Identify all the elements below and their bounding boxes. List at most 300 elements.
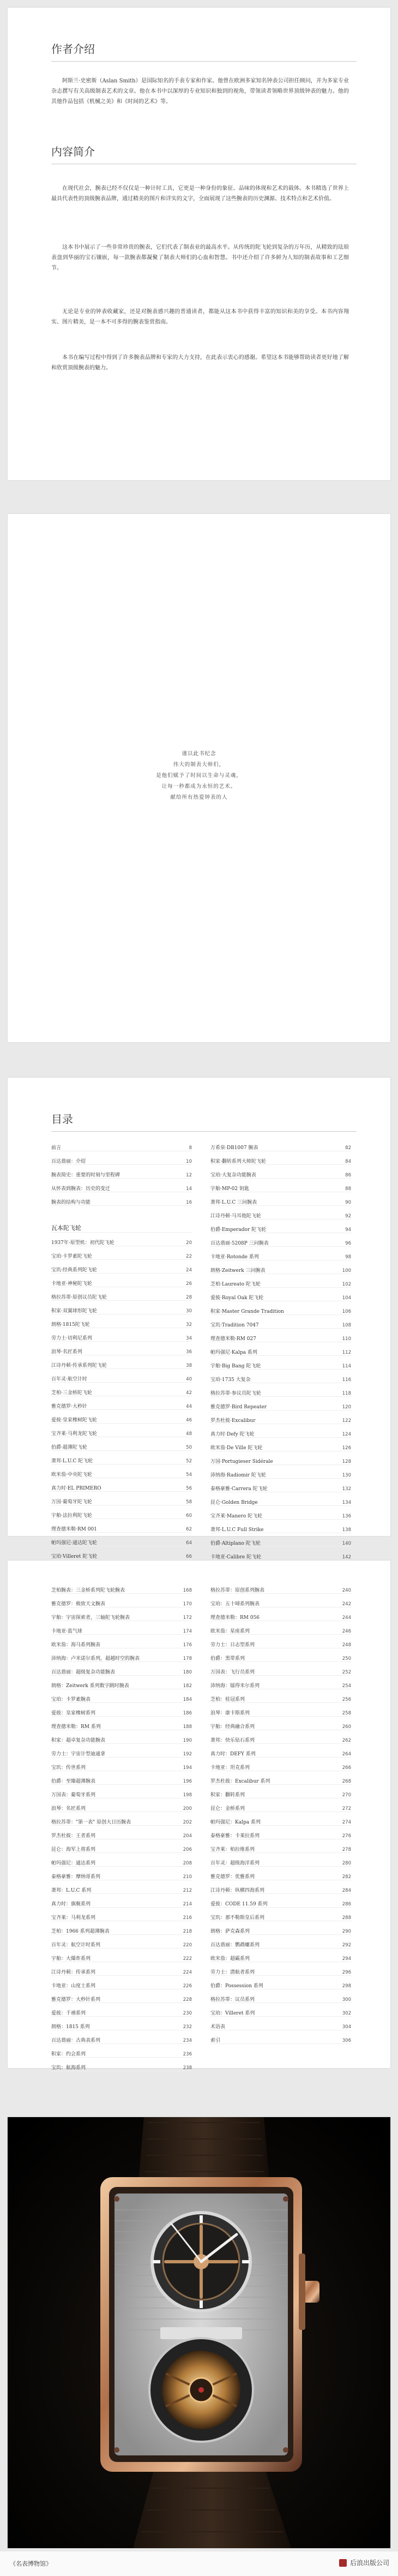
- toc-entry[interactable]: [51, 1424, 192, 1437]
- toc-entry[interactable]: [210, 1138, 351, 1151]
- toc-entry-page: 22: [186, 1254, 192, 1259]
- toc-entry-title: 百年灵·航空计时: [51, 1377, 87, 1382]
- toc-entry-title: 宝玑：传世系列: [51, 1765, 86, 1771]
- toc-entry-page: 198: [183, 1792, 192, 1798]
- toc-entry-page: 170: [183, 1601, 192, 1607]
- toc-entry[interactable]: [51, 1989, 192, 2003]
- toc-entry-page: 208: [183, 1861, 192, 1866]
- toc-entry-title: 宝玑·Tradition 7047: [210, 1323, 259, 1328]
- toc-entry-title: 理查德米勒·RM 027: [210, 1336, 256, 1342]
- toc-entry-page: 250: [342, 1656, 351, 1661]
- toc-entry[interactable]: [51, 1703, 192, 1717]
- toc-entry[interactable]: [210, 1383, 351, 1397]
- toc-entry[interactable]: [51, 1826, 192, 1839]
- toc-entry[interactable]: [51, 1935, 192, 1949]
- toc-entry[interactable]: [210, 1151, 351, 1165]
- toc-entry[interactable]: [51, 2044, 192, 2058]
- dedication-line: 伟大的制表大师们，: [173, 762, 225, 768]
- toc-entry[interactable]: [210, 1703, 351, 1717]
- toc-entry-page: 288: [342, 1915, 351, 1921]
- toc-entry-page: 140: [342, 1541, 351, 1546]
- toc-entry[interactable]: [51, 2030, 192, 2044]
- toc-entry[interactable]: [210, 1935, 351, 1949]
- toc-entry-page: 264: [342, 1752, 351, 1757]
- toc-entry-title: 伯爵·Altiplano 陀飞轮: [210, 1541, 261, 1546]
- toc-entry[interactable]: [210, 1676, 351, 1689]
- toc-entry[interactable]: [210, 1206, 351, 1220]
- toc-entry[interactable]: [51, 1580, 192, 1594]
- toc-section-heading[interactable]: [51, 1219, 192, 1233]
- toc-entry[interactable]: [210, 1798, 351, 1812]
- toc-entry-title: 格拉苏蒂：议员系列: [210, 1997, 255, 2003]
- toc-entry[interactable]: [51, 1976, 192, 1989]
- toc-entry-page: 192: [183, 1752, 192, 1757]
- toc-entry[interactable]: [210, 1179, 351, 1192]
- toc-entry-page: 210: [183, 1874, 192, 1880]
- toc-entry[interactable]: [210, 1315, 351, 1329]
- toc-entry[interactable]: [51, 1233, 192, 1246]
- toc-entry[interactable]: [51, 1758, 192, 1771]
- toc-entry-title: 劳力士：宇宙计型迪通拿: [51, 1752, 106, 1757]
- toc-entry-title: 雅克德罗·大秒针: [51, 1404, 87, 1409]
- toc-entry[interactable]: [210, 1492, 351, 1506]
- intro-paragraph-1: 在现代社会，腕表已经不仅仅是一种计时工具，它更是一种身份的象征、品味的体现和艺术的载体。本书精选了世界上最具代表性的顶级腕表品牌，通过精美的图片和详实的文字，全面展现了这些腕表的历史渊源、技术特点和艺术价值。: [51, 186, 349, 202]
- toc-entry-title: 罗杰杜彼：王者系列: [51, 1833, 96, 1839]
- toc-entry-title: 腕表的结构与功能: [51, 1200, 91, 1205]
- toc-entry-page: 142: [342, 1555, 351, 1560]
- toc-entry-page: 304: [342, 2024, 351, 2030]
- toc-entry[interactable]: [210, 1506, 351, 1520]
- toc-entry[interactable]: [210, 1520, 351, 1533]
- toc-entry[interactable]: [51, 1962, 192, 1976]
- toc-entry-page: 196: [183, 1779, 192, 1784]
- toc-entry[interactable]: [210, 1962, 351, 1976]
- toc-entry[interactable]: [51, 1621, 192, 1635]
- toc-entry[interactable]: [51, 1192, 192, 1206]
- toc-entry[interactable]: [210, 1689, 351, 1703]
- toc-entry-page: 244: [342, 1615, 351, 1621]
- toc-entry-page: 178: [183, 1656, 192, 1661]
- toc-entry[interactable]: [51, 1607, 192, 1621]
- toc-entry-title: 宝齐莱·Manero 陀飞轮: [210, 1514, 263, 1519]
- toc-entry-page: 36: [186, 1349, 192, 1355]
- toc-entry-page: 42: [186, 1390, 192, 1396]
- toc-entry[interactable]: [210, 1424, 351, 1438]
- toc-entry[interactable]: [51, 1880, 192, 1894]
- toc-entry-page: 50: [186, 1445, 192, 1450]
- toc-entry-title: 爱彼：皇家橡树系列: [51, 1711, 96, 1716]
- toc-entry[interactable]: [51, 1648, 192, 1662]
- toc-entry[interactable]: [51, 1894, 192, 1908]
- toc-entry[interactable]: [210, 1356, 351, 1370]
- toc-entry-page: 20: [186, 1240, 192, 1246]
- toc-entry-title: 万国表：葡萄牙系列: [51, 1792, 96, 1798]
- toc-entry[interactable]: [210, 1730, 351, 1744]
- page-dedication: [8, 514, 390, 1042]
- toc-entry[interactable]: [51, 1771, 192, 1785]
- toc-entry[interactable]: [51, 1689, 192, 1703]
- toc-entry[interactable]: [51, 1369, 192, 1383]
- toc-entry-title: 宇舶·法拉利陀飞轮: [51, 1513, 92, 1519]
- toc-entry[interactable]: [51, 1246, 192, 1260]
- toc-entry-title: 爱彼·Royal Oak 陀飞轮: [210, 1295, 264, 1301]
- toc-entry-title: 从怀表到腕表：历史的变迁: [51, 1186, 111, 1192]
- toc-entry-page: 172: [183, 1615, 192, 1621]
- toc-entry-title: 卡地亚：坦克系列: [210, 1765, 250, 1771]
- toc-entry-page: 246: [342, 1629, 351, 1634]
- toc-entry-page: 204: [183, 1833, 192, 1839]
- toc-entry[interactable]: [51, 1662, 192, 1676]
- toc-entry[interactable]: [51, 1165, 192, 1179]
- toc-entry[interactable]: [210, 1547, 351, 1561]
- toc-entry[interactable]: [210, 1853, 351, 1867]
- toc-entry[interactable]: [210, 1342, 351, 1356]
- toc-entry-title: 欧米茄：超霸系列: [210, 1956, 250, 1962]
- toc-entry[interactable]: [210, 1921, 351, 1935]
- toc-entry[interactable]: [51, 1908, 192, 1921]
- toc-entry[interactable]: [51, 1451, 192, 1465]
- toc-entry[interactable]: [51, 1314, 192, 1328]
- toc-entry-title: 芝柏：桂冠系列: [210, 1697, 245, 1702]
- toc-entry-page: 114: [342, 1364, 351, 1369]
- toc-entry-title: 雅克德罗：极致天文腕表: [51, 1601, 106, 1607]
- toc-entry[interactable]: [51, 1342, 192, 1355]
- toc-entry[interactable]: [210, 1410, 351, 1424]
- toc-entry[interactable]: [210, 1465, 351, 1479]
- watch-photo: [8, 2117, 390, 2548]
- toc-entry[interactable]: [51, 1274, 192, 1287]
- toc-entry[interactable]: [51, 1260, 192, 1274]
- toc-entry[interactable]: [210, 1635, 351, 1648]
- toc-entry-title: 伯爵：黑带系列: [210, 1656, 245, 1661]
- toc-entry-page: 100: [342, 1268, 351, 1274]
- toc-entry-title: 百达翡丽·5208P 三问腕表: [210, 1241, 269, 1246]
- toc-entry-title: 芝柏·Laureato 陀飞轮: [210, 1282, 261, 1287]
- toc-entry[interactable]: [51, 1717, 192, 1730]
- toc-entry[interactable]: [210, 1758, 351, 1771]
- toc-entry-page: 8: [189, 1145, 192, 1151]
- toc-entry[interactable]: [51, 1533, 192, 1546]
- toc-entry-title: 雅克德罗：大秒针系列: [51, 1997, 101, 2003]
- toc-entry[interactable]: [210, 1839, 351, 1853]
- toc-entry[interactable]: [210, 1329, 351, 1342]
- toc-entry-title: 江诗丹顿：传承系列: [51, 1970, 96, 1975]
- toc-entry[interactable]: [210, 1867, 351, 1880]
- toc-entry-page: 256: [342, 1697, 351, 1702]
- toc-entry-title: 爱彼：CODE 11.59 系列: [210, 1902, 268, 1907]
- toc-entry-title: 雅克德罗：优雅系列: [210, 1874, 255, 1880]
- toc-entry-page: 200: [183, 1806, 192, 1812]
- toc-entry-title: 理查德米勒：RM 系列: [51, 1724, 101, 1730]
- toc-entry-page: 218: [183, 1929, 192, 1934]
- toc-entry-title: 真力时：DEFY 系列: [210, 1752, 256, 1757]
- toc-entry[interactable]: [51, 1635, 192, 1648]
- author-paragraph: 阿斯兰·史密斯（Aslan Smith）是国际知名的手表专家和作家。他曾在欧洲多家知名钟表公司担任顾问，并为多家专业杂志撰写有关高级制表艺术的文章。他在本书中以深厚的专业知识和独到的视角，带领读者领略世界顶级钟表的魅力。他的其他作品包括《机械之美》和《时间的艺术》等。: [51, 78, 349, 105]
- toc-entry-page: 66: [186, 1554, 192, 1559]
- toc-entry[interactable]: [210, 1220, 351, 1233]
- toc-entry[interactable]: [51, 1744, 192, 1758]
- toc-entry[interactable]: [210, 1744, 351, 1758]
- toc-entry-page: 136: [342, 1514, 351, 1519]
- toc-entry[interactable]: [51, 1785, 192, 1798]
- toc-entry-title: 腕表简史：重要的时刻与里程碑: [51, 1173, 120, 1178]
- toc2-right-column: [210, 1580, 351, 2044]
- toc-entry-title: 昆仑：金桥系列: [210, 1806, 245, 1812]
- toc-entry[interactable]: [51, 1676, 192, 1689]
- toc-entry-page: 300: [342, 1997, 351, 2003]
- toc-entry-title: 卡地亚·Rotonde 系列: [210, 1254, 259, 1260]
- toc-entry[interactable]: [51, 1867, 192, 1880]
- toc-entry[interactable]: [51, 1287, 192, 1301]
- book-title: 《名表博物馆》: [10, 2560, 52, 2567]
- toc-entry-page: 176: [183, 1642, 192, 1648]
- toc-entry-page: 306: [342, 2038, 351, 2043]
- toc-entry-page: 262: [342, 1738, 351, 1743]
- toc-entry-title: 沛纳海·Radiomir 陀飞轮: [210, 1473, 266, 1478]
- toc-entry-title: 帕玛强尼·Kalpa 系列: [210, 1350, 257, 1355]
- toc-entry-title: 积家：超卓复杂功能腕表: [51, 1738, 106, 1743]
- toc-entry-page: 90: [345, 1200, 351, 1205]
- toc-entry-title: 宝珀：Villeret 系列: [210, 2011, 255, 2016]
- toc-entry-title: 卡地亚：山度士系列: [51, 1983, 96, 1989]
- strap-bottom: [133, 2466, 291, 2548]
- toc-entry-page: 248: [342, 1642, 351, 1648]
- toc-entry[interactable]: [210, 1533, 351, 1547]
- strap-top: [138, 2117, 269, 2183]
- toc-entry-title: 昆仑：海军上将系列: [51, 1847, 96, 1852]
- toc-entry[interactable]: [51, 1138, 192, 1151]
- toc-entry-page: 56: [186, 1486, 192, 1491]
- toc-entry-title: 积家：约会系列: [51, 2052, 86, 2057]
- toc-entry-page: 258: [342, 1711, 351, 1716]
- toc-entry-title: 瓦本陀飞轮: [51, 1224, 81, 1232]
- toc-entry[interactable]: [51, 2003, 192, 2017]
- toc-entry-page: 202: [183, 1820, 192, 1825]
- toc-entry[interactable]: [51, 1396, 192, 1410]
- toc-entry-page: 260: [342, 1724, 351, 1730]
- jewel: [198, 2387, 204, 2393]
- toc-entry-title: 沛纳海：卢米诺尔系列，超越时空的腕表: [51, 1656, 140, 1661]
- toc-entry[interactable]: [51, 1465, 192, 1478]
- toc-entry[interactable]: [210, 1607, 351, 1621]
- toc-entry-title: 沛纳海：镭得米尔系列: [210, 1683, 260, 1689]
- toc-entry[interactable]: [210, 1894, 351, 1908]
- toc-entry-page: 252: [342, 1670, 351, 1675]
- toc-entry-page: 124: [342, 1432, 351, 1437]
- toc-entry-title: 宝玑：航海系列: [51, 2065, 86, 2071]
- toc-entry-page: 120: [342, 1404, 351, 1410]
- toc-entry[interactable]: [51, 1437, 192, 1451]
- toc-entry[interactable]: [210, 1771, 351, 1785]
- toc-entry-page: 182: [183, 1683, 192, 1689]
- toc-entry-page: 82: [345, 1145, 351, 1151]
- toc-entry-title: 百达翡丽：古典表系列: [51, 2038, 101, 2043]
- toc-entry[interactable]: [210, 1192, 351, 1206]
- toc-entry[interactable]: [51, 1921, 192, 1935]
- toc-entry-title: 劳力士·切利尼系列: [51, 1336, 92, 1341]
- toc-entry[interactable]: [210, 1812, 351, 1826]
- toc-entry[interactable]: [51, 1519, 192, 1533]
- toc-entry-title: 雅克德罗·Bird Repeater: [210, 1404, 267, 1410]
- toc-entry-page: 286: [342, 1902, 351, 1907]
- toc-entry-page: 242: [342, 1601, 351, 1607]
- toc-entry[interactable]: [210, 1989, 351, 2003]
- toc-entry[interactable]: [210, 1880, 351, 1894]
- toc-entry-title: 索引: [210, 2038, 221, 2043]
- toc-entry[interactable]: [210, 1648, 351, 1662]
- toc-entry-page: 282: [342, 1874, 351, 1880]
- toc-entry-title: 萧邦·L.U.C 三问腕表: [210, 1200, 257, 1205]
- toc-entry-page: 298: [342, 1983, 351, 1989]
- toc-entry-page: 186: [183, 1711, 192, 1716]
- toc-entry[interactable]: [210, 1451, 351, 1465]
- intro-paragraph-2: 这本书中展示了一些非常珍贵的腕表，它们代表了制表业的最高水平。从传统的陀飞轮到复杂的万年历，从精致的珐琅表盘到华丽的宝石镶嵌，每一款腕表都凝聚了制表大师们的心血和智慧。书中还介绍了许多鲜为人知的制表故事和工艺细节。: [51, 244, 349, 271]
- toc-entry[interactable]: [51, 2058, 192, 2071]
- toc-entry-page: 174: [183, 1629, 192, 1634]
- toc-entry-title: 宝珀·1735 大复杂: [210, 1377, 251, 1383]
- toc-entry[interactable]: [51, 1478, 192, 1492]
- toc-entry[interactable]: [51, 1839, 192, 1853]
- toc-entry[interactable]: [210, 1370, 351, 1383]
- toc-entry-title: 伯爵·超薄陀飞轮: [51, 1445, 87, 1450]
- toc-entry-page: 254: [342, 1683, 351, 1689]
- toc-entry-page: 92: [345, 1214, 351, 1219]
- toc-entry-title: 宝玑：那不勒斯皇后系列: [210, 1915, 265, 1921]
- toc-entry-page: 60: [186, 1513, 192, 1519]
- toc-entry[interactable]: [51, 1546, 192, 1560]
- toc-entry-title: 百年灵：航空计时系列: [51, 1943, 101, 1948]
- toc-entry[interactable]: [51, 1730, 192, 1744]
- toc-entry-title: 万国表：飞行员系列: [210, 1670, 255, 1675]
- toc-entry-page: 188: [183, 1724, 192, 1730]
- toc-entry-page: 16: [186, 1200, 192, 1205]
- toc-entry[interactable]: [210, 1274, 351, 1288]
- toc-entry[interactable]: [51, 1594, 192, 1607]
- toc-entry[interactable]: [210, 1288, 351, 1301]
- publisher-seal-icon: [339, 2559, 347, 2567]
- toc-entry[interactable]: [210, 2003, 351, 2017]
- toc-entry-title: 欧米茄：星座系列: [210, 1629, 250, 1634]
- dedication-line: 让每一秒都成为永恒的艺术。: [161, 784, 237, 790]
- toc-entry[interactable]: [210, 1662, 351, 1676]
- toc-entry-page: 226: [183, 1983, 192, 1989]
- toc-entry[interactable]: [210, 1438, 351, 1451]
- toc-entry[interactable]: [210, 1580, 351, 1594]
- toc-entry-page: 34: [186, 1336, 192, 1341]
- toc-entry[interactable]: [210, 1165, 351, 1179]
- toc-entry-title: 万国·葡萄牙陀飞轮: [51, 1499, 92, 1505]
- toc-entry[interactable]: [210, 1717, 351, 1730]
- author-title: 作者介绍: [51, 43, 95, 56]
- toc-entry[interactable]: [210, 1260, 351, 1274]
- publisher-name: 后浪出版公司: [349, 2559, 389, 2567]
- page-toc: [8, 1078, 390, 1560]
- toc-entry[interactable]: [51, 1301, 192, 1314]
- toc-entry[interactable]: [51, 1179, 192, 1192]
- toc2-left-column: [51, 1580, 192, 2071]
- toc-entry[interactable]: [51, 1492, 192, 1505]
- toc-entry-title: 欧米茄：海马系列腕表: [51, 1642, 101, 1648]
- toc-entry-title: 泰格豪雅：卡莱拉系列: [210, 1833, 260, 1839]
- toc-entry[interactable]: [51, 1853, 192, 1867]
- toc-entry-page: 132: [342, 1486, 351, 1492]
- toc-entry[interactable]: [210, 1301, 351, 1315]
- toc-entry[interactable]: [210, 2030, 351, 2044]
- toc-entry-page: 98: [345, 1254, 351, 1260]
- toc-entry[interactable]: [210, 1785, 351, 1798]
- toc-entry[interactable]: [210, 1621, 351, 1635]
- toc-entry[interactable]: [51, 1383, 192, 1396]
- toc-entry-title: 芝柏·三金桥陀飞轮: [51, 1390, 92, 1396]
- toc-entry-page: 122: [342, 1418, 351, 1424]
- toc-entry[interactable]: [210, 1247, 351, 1260]
- toc-entry[interactable]: [210, 1233, 351, 1247]
- toc-entry-page: 32: [186, 1322, 192, 1328]
- toc-entry[interactable]: [210, 1976, 351, 1989]
- toc-entry-title: 积家：翻转系列: [210, 1792, 245, 1798]
- toc-entry[interactable]: [210, 1826, 351, 1839]
- toc-entry-title: 术语表: [210, 2024, 226, 2030]
- toc-entry-page: 118: [342, 1391, 351, 1396]
- toc-entry-page: 12: [186, 1173, 192, 1178]
- toc-entry-page: 228: [183, 1997, 192, 2003]
- toc-entry[interactable]: [210, 1479, 351, 1492]
- toc-entry-title: 朗格：1815 系列: [51, 2024, 90, 2030]
- toc-entry-page: 28: [186, 1295, 192, 1300]
- toc-entry-title: 百达翡丽：介绍: [51, 1159, 86, 1164]
- toc-entry-title: 积家·翻转系列大师陀飞轮: [210, 1159, 266, 1164]
- toc-entry[interactable]: [210, 1397, 351, 1410]
- toc-entry[interactable]: [51, 1355, 192, 1369]
- toc-entry-page: 112: [342, 1350, 351, 1355]
- toc-entry-title: 萧邦：快乐钻石系列: [210, 1738, 255, 1743]
- toc-entry-title: 浪琴：康卡斯系列: [210, 1711, 250, 1716]
- toc-entry[interactable]: [210, 1908, 351, 1921]
- toc-entry-title: 芝柏腕表：三金桥系列陀飞轮腕表: [51, 1588, 125, 1593]
- toc-entry[interactable]: [51, 2017, 192, 2030]
- toc-entry[interactable]: [51, 1812, 192, 1826]
- toc-entry-title: 欧米茄·De Ville 陀飞轮: [210, 1445, 263, 1451]
- toc-entry[interactable]: [51, 1410, 192, 1424]
- toc-entry-page: 280: [342, 1861, 351, 1866]
- toc-entry-page: 40: [186, 1377, 192, 1382]
- toc-entry[interactable]: [51, 1505, 192, 1519]
- toc-entry-page: 106: [342, 1309, 351, 1314]
- toc-entry-page: 14: [186, 1186, 192, 1192]
- toc-entry[interactable]: [51, 1151, 192, 1165]
- toc-entry-page: 46: [186, 1418, 192, 1423]
- toc-entry[interactable]: [51, 1328, 192, 1342]
- toc-rule: [51, 1131, 357, 1132]
- toc-entry[interactable]: [51, 1798, 192, 1812]
- toc-entry-page: 110: [342, 1336, 351, 1342]
- toc-entry[interactable]: [51, 1949, 192, 1962]
- toc-entry-page: 130: [342, 1473, 351, 1478]
- toc-entry[interactable]: [210, 1949, 351, 1962]
- toc-entry[interactable]: [210, 2017, 351, 2030]
- toc-entry-page: 52: [186, 1459, 192, 1464]
- toc-entry-page: 266: [342, 1765, 351, 1771]
- toc-entry-page: 294: [342, 1956, 351, 1962]
- toc-entry-title: 宇舶·MP-02 钥匙: [210, 1186, 249, 1192]
- toc-entry-page: 94: [345, 1227, 351, 1233]
- toc-entry-title: 真力时·EL PRIMERO: [51, 1486, 101, 1491]
- toc-entry-title: 宝珀·大复杂功能腕表: [210, 1173, 256, 1178]
- toc-entry-page: 222: [183, 1956, 192, 1962]
- toc-entry-page: 296: [342, 1970, 351, 1975]
- toc-entry[interactable]: [210, 1594, 351, 1607]
- toc-entry-title: 万国·Portugieser Sidérale: [210, 1459, 273, 1465]
